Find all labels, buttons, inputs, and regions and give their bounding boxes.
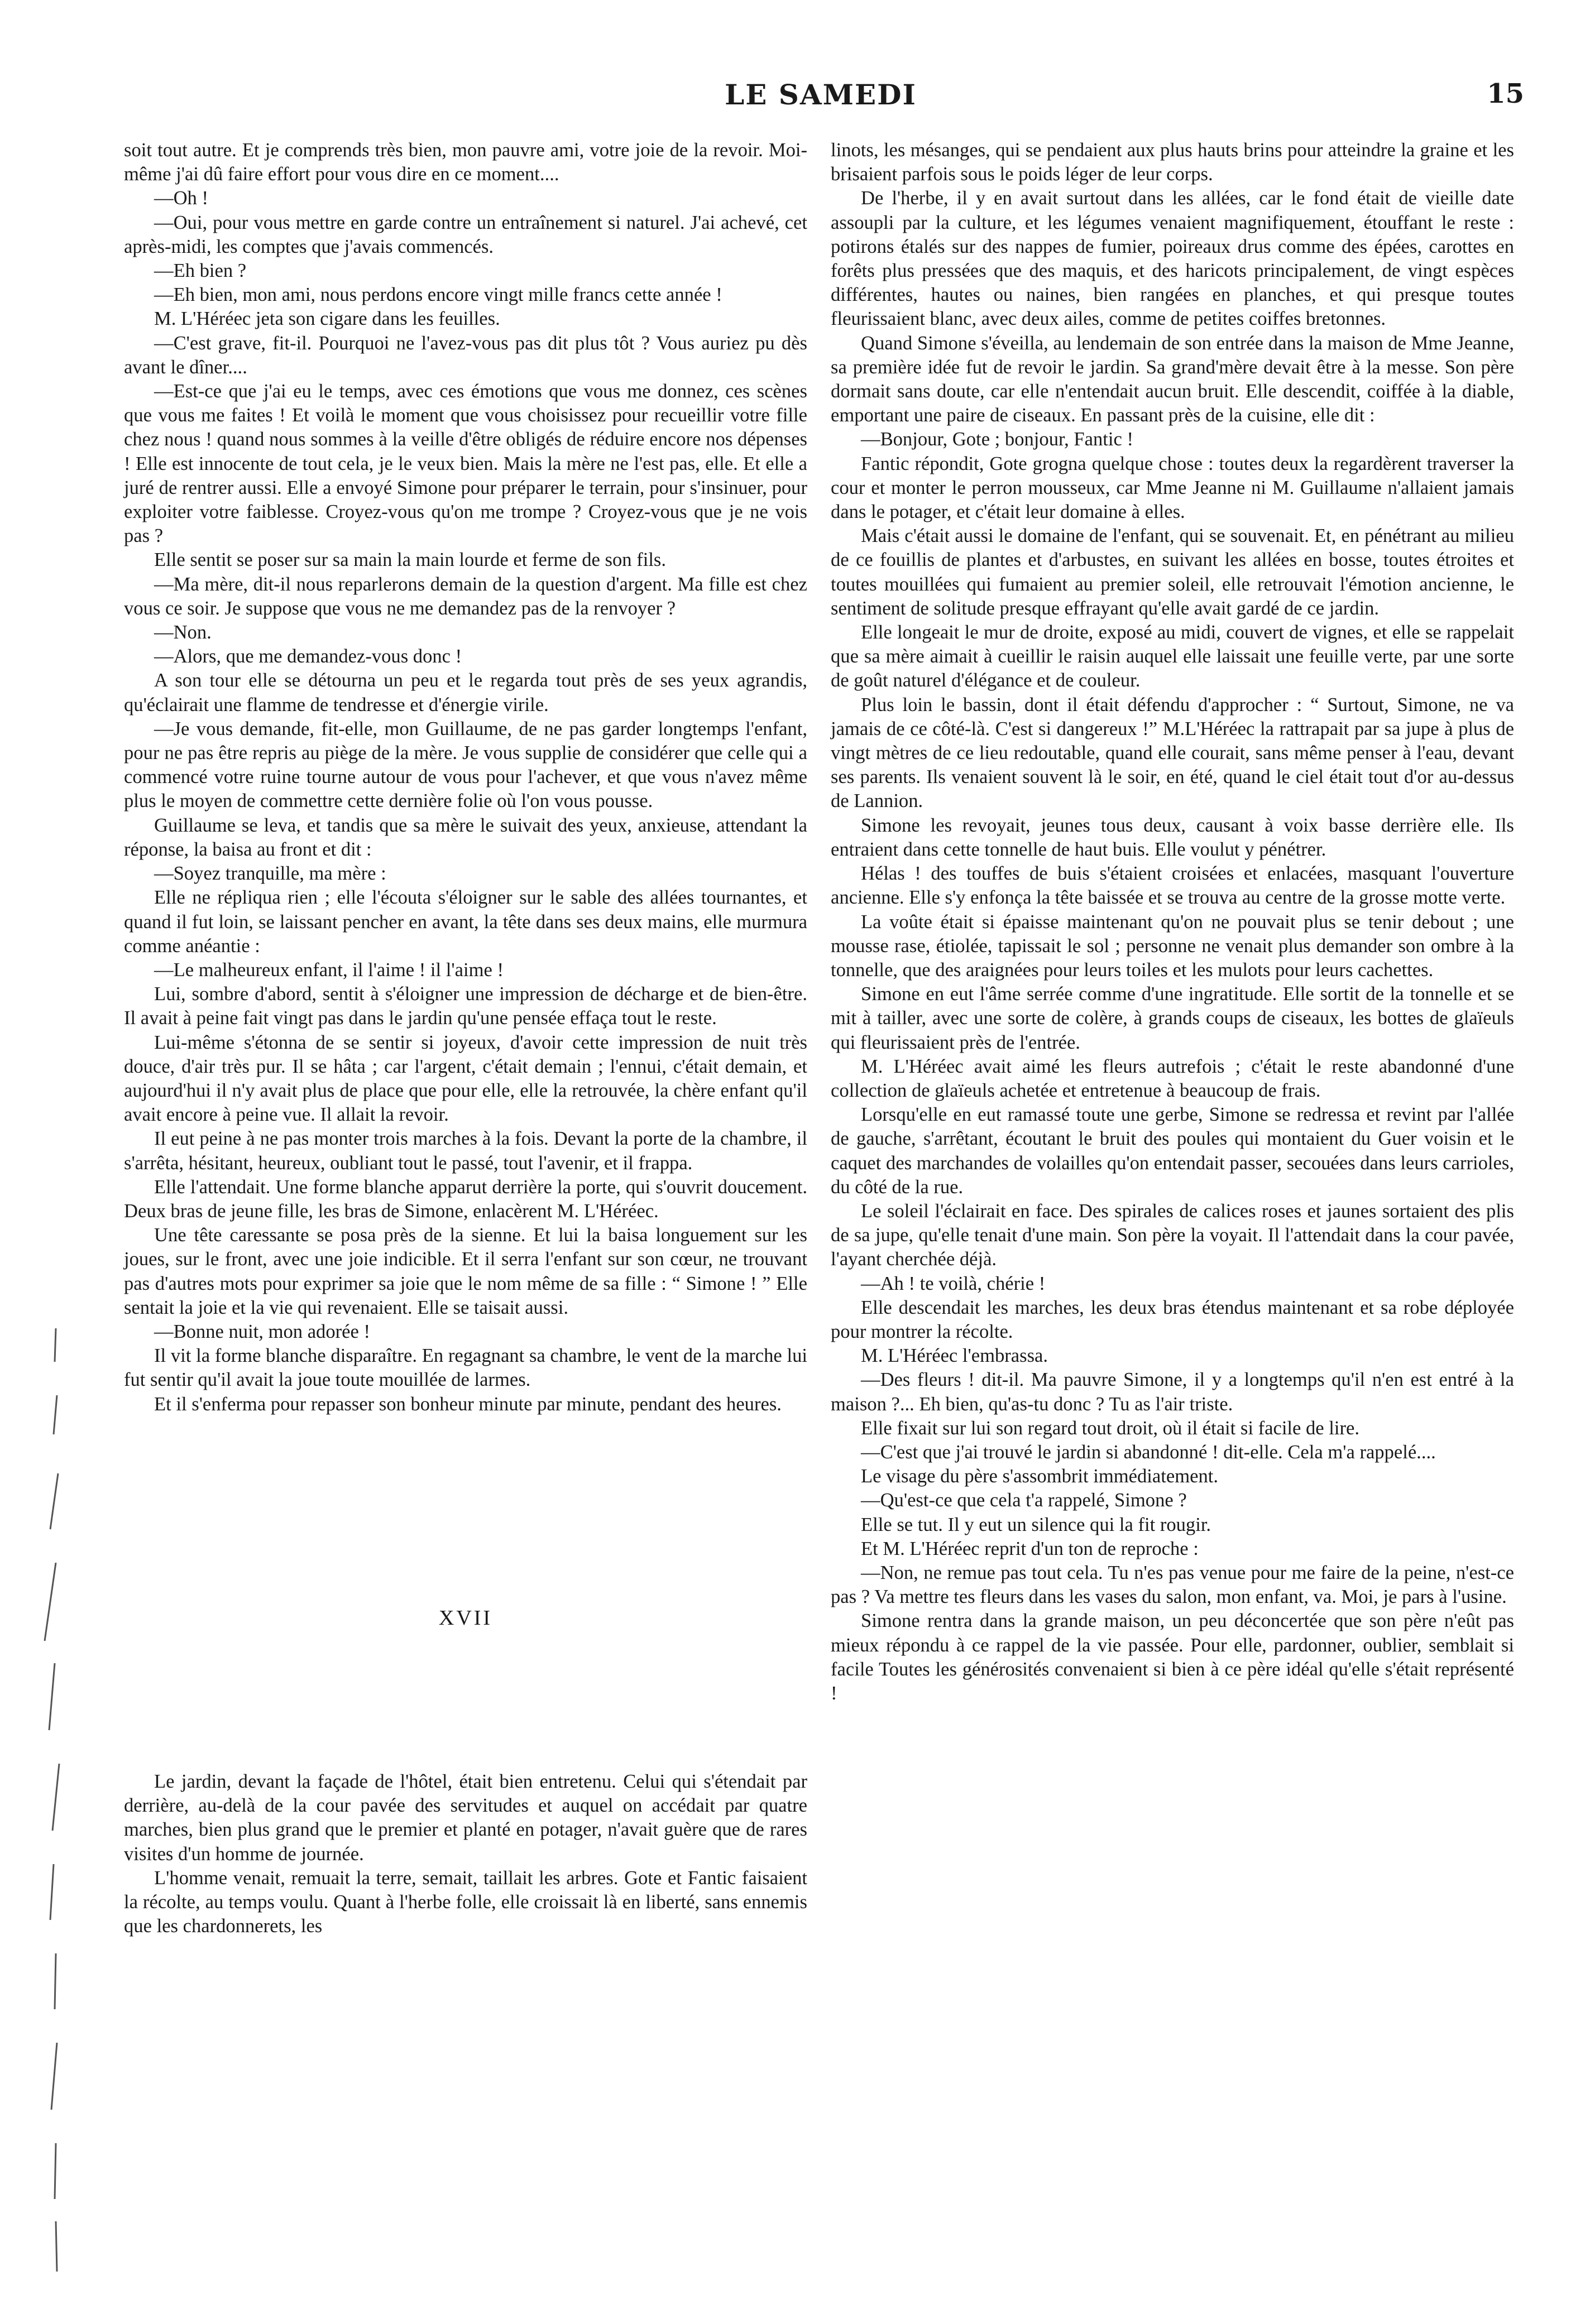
paragraph: Le visage du père s'assombrit immédiatement. bbox=[861, 1466, 1218, 1487]
paragraph: —Soyez tranquille, ma mère : bbox=[154, 863, 386, 885]
paragraph: L'homme venait, remuait la terre, semait, taillait les arbres. Gote et Fantic faisaient la récolte, au temps voulu. Quant à l'herbe folle, elle croissait là en liberté, sans ennemis que les chardonnerets, les bbox=[124, 1867, 807, 1937]
paragraph: Et M. L'Héréec reprit d'un ton de reproche : bbox=[861, 1538, 1199, 1559]
paragraph: Quand Simone s'éveilla, au lendemain de son entrée dans la maison de Mme Jeanne, sa première idée fut de revoir le jardin. Sa grand'mère devait être à la messe. Son père dormait sans doute, car elle n'entendait aucun bruit. Elle descendit, coiffée à la diable, emportant une paire de ciseaux. En passant près de la cuisine, elle dit : bbox=[831, 332, 1514, 426]
paragraph: Elle longeait le mur de droite, exposé au midi, couvert de vignes, et elle se rappelait que sa mère aimait à cueillir le raisin auquel elle laissait une feuille verte, par une sorte de goût naturel d'élégance et de couleur. bbox=[831, 622, 1514, 692]
left-paragraphs-before bbox=[124, 138, 807, 1417]
paragraph: Fantic répondit, Gote grogna quelque chose : toutes deux la regardèrent traverser la cour et monter le perron mousseux, car Mme Jeanne ni M. Guillaume n'allaient jamais dans le potager, et c'était leur domaine à elles. bbox=[831, 453, 1514, 523]
paragraph: Mais c'était aussi le domaine de l'enfant, qui se souvenait. Et, en pénétrant au milieu de ce fouillis de plantes et d'arbustes, en suivant les allées en bosse, toutes étroites et toutes mouillées qui fumaient au premier soleil, elle retrouvait l'émotion ancienne, le sentiment de solitude presque effrayant qu'elle avait gardé de ce jardin. bbox=[831, 525, 1514, 619]
paragraph: De l'herbe, il y en avait surtout dans les allées, car le fond était de vieille date assoupli par la culture, et les légumes venaient magnifiquement, étouffant le reste : potirons étalés sur des nappes de fumier, poireaux drus comme des épées, carottes en forêts plus pressées que des maquis, et des haricots principalement, de vingt espèces différentes, hautes ou naines, bien rangées en planches, et qui presque toutes fleurissaient blanc, avec deux ailes, comme de petites coiffes bretonnes. bbox=[831, 188, 1514, 330]
paragraph: —Ma mère, dit-il nous reparlerons demain de la question d'argent. Ma fille est chez vous ce soir. Je suppose que vous ne me demandez pas de la renvoyer ? bbox=[124, 573, 807, 619]
paragraph: —Je vous demande, fit-elle, mon Guillaume, de ne pas garder longtemps l'enfant, pour ne pas être repris au piège de la mère. Je vous supplie de considérer que celle qui a commencé votre ruine tourne autour de vous pour l'achever, et que vous n'avez même plus le moyen de commettre cette dernière folie où l'on vous pousse. bbox=[124, 718, 807, 812]
paragraph: La voûte était si épaisse maintenant qu'on ne pouvait plus se tenir debout ; une mousse rase, étiolée, tapissait le sol ; personne ne venait plus demander son ombre à la tonnelle, que des araignées pour leurs toiles et les mulots pour leurs cachettes. bbox=[831, 911, 1514, 981]
paragraph: Simone en eut l'âme serrée comme d'une ingratitude. Elle sortit de la tonnelle et se mit à tailler, avec une sorte de colère, à grands coups de ciseaux, les bottes de glaïeuls qui fleurissaient près de l'entrée. bbox=[831, 983, 1514, 1053]
paragraph: Guillaume se leva, et tandis que sa mère le suivait des yeux, anxieuse, attendant la réponse, la baisa au front et dit : bbox=[124, 814, 807, 860]
margin-pencil-marks bbox=[22, 1328, 89, 2277]
paragraph: Simone rentra dans la grande maison, un peu déconcertée que son père n'eût pas mieux répondu à ce rappel de la vie passée. Pour elle, pardonner, oublier, semblait si facile Toutes les générosités convenaient si bien à ce père idéal qu'elle s'était représenté ! bbox=[831, 1610, 1514, 1704]
paragraph: Elle l'attendait. Une forme blanche apparut derrière la porte, qui s'ouvrit doucement. Deux bras de jeune fille, les bras de Simone, enlacèrent M. L'Héréec. bbox=[124, 1176, 807, 1222]
paragraph: —C'est que j'ai trouvé le jardin si abandonné ! dit-elle. Cela m'a rappelé.... bbox=[861, 1441, 1436, 1463]
right-column bbox=[831, 138, 1514, 2014]
paragraph: —Oh ! bbox=[154, 188, 208, 209]
paragraph: —Alors, que me demandez-vous donc ! bbox=[154, 646, 462, 668]
paragraph: Elle ne répliqua rien ; elle l'écouta s'éloigner sur le sable des allées tournantes, et quand il fut loin, se laissant pencher en avant, la tête dans ses deux mains, elle murmura comme anéantie : bbox=[124, 887, 807, 957]
paragraph: M. L'Héréec jeta son cigare dans les feuilles. bbox=[154, 308, 500, 330]
paragraph: Une tête caressante se posa près de la sienne. Et lui la baisa longuement sur les joues, sur le front, avec une joie indicible. Et il serra l'enfant sur son cœur, ne trouvant pas d'autres mots pour exprimer sa joie que le nom même de sa fille : “ Simone ! ” Elle sentait la joie et la vie qui revenaient. Elle se taisait aussi. bbox=[124, 1225, 807, 1318]
left-column bbox=[124, 138, 807, 2293]
paragraph: —Qu'est-ce que cela t'a rappelé, Simone ? bbox=[861, 1490, 1187, 1511]
paragraph: Et il s'enferma pour repasser son bonheur minute par minute, pendant des heures. bbox=[154, 1393, 782, 1415]
page-number: 15 bbox=[1487, 78, 1524, 109]
paragraph: Elle se tut. Il y eut un silence qui la fit rougir. bbox=[861, 1514, 1211, 1535]
left-paragraphs-after bbox=[124, 1770, 807, 1938]
chapter-heading: XVII bbox=[438, 1606, 493, 1630]
paragraph: —Eh bien ? bbox=[154, 260, 247, 282]
paragraph: Lui, sombre d'abord, sentit à s'éloigner une impression de décharge et de bien-être. Il avait à peine fait vingt pas dans le jardin qu'une pensée effaça tout le reste. bbox=[124, 983, 807, 1029]
paragraph: —Non. bbox=[154, 622, 212, 644]
paragraph: Hélas ! des touffes de buis s'étaient croisées et enlacées, masquant l'ouverture ancienne. Elle s'y enfonça la tête baissée et se trouva au centre de la grosse motte verte. bbox=[831, 863, 1514, 909]
paragraph: Elle descendait les marches, les deux bras étendus maintenant et sa robe déployée pour montrer la récolte. bbox=[831, 1297, 1514, 1342]
paragraph: Le soleil l'éclairait en face. Des spirales de calices roses et jaunes sortaient des plis de sa jupe, qu'elle tenait d'une main. Son père la voyait. Il l'attendait dans la cour pavée, l'ayant cherchée déjà. bbox=[831, 1200, 1514, 1270]
paragraph: —Le malheureux enfant, il l'aime ! il l'aime ! bbox=[154, 959, 504, 981]
paragraph: Plus loin le bassin, dont il était défendu d'approcher : “ Surtout, Simone, ne va jamais de ce côté-là. C'est si dangereux !” M.L'Héréec la rattrapait par sa jupe à plus de vingt mètres de ce lieu redoutable, quand elle courait, sans même penser à l'eau, devant ses parents. Ils venaient souvent là le soir, en été, quand le ciel était tout d'or au-dessus de Lannion. bbox=[831, 694, 1514, 812]
paragraph: Il vit la forme blanche disparaître. En regagnant sa chambre, le vent de la marche lui fut sentir qu'il avait la joue toute mouillée de larmes. bbox=[124, 1345, 807, 1391]
paragraph: Elle fixait sur lui son regard tout droit, où il était si facile de lire. bbox=[861, 1417, 1360, 1439]
paragraph: Simone les revoyait, jeunes tous deux, causant à voix basse derrière elle. Ils entraient dans cette tonnelle de haut buis. Elle voulut y pénétrer. bbox=[831, 814, 1514, 860]
page-header bbox=[117, 78, 1524, 128]
paragraph: —Des fleurs ! dit-il. Ma pauvre Simone, il y a longtemps qu'il n'en est entré à la maison ?... Eh bien, qu'as-tu donc ? Tu as l'air triste. bbox=[831, 1369, 1514, 1415]
paragraph: —Oui, pour vous mettre en garde contre un entraînement si naturel. J'ai achevé, cet après-midi, les comptes que j'avais commencés. bbox=[124, 212, 807, 257]
paragraph: —C'est grave, fit-il. Pourquoi ne l'avez-vous pas dit plus tôt ? Vous auriez pu dès avant le dîner.... bbox=[124, 332, 807, 378]
paragraph: Lorsqu'elle en eut ramassé toute une gerbe, Simone se redressa et revint par l'allée de gauche, s'arrêtant, écoutant le bruit des poules qui montaient du Guer voisin et le caquet des marchandes de volailles qu'on entendait passer, secouées dans leurs carrioles, du côté de la rue. bbox=[831, 1104, 1514, 1198]
paragraph: —Bonjour, Gote ; bonjour, Fantic ! bbox=[861, 429, 1133, 450]
paragraph: —Est-ce que j'ai eu le temps, avec ces émotions que vous me donnez, ces scènes que vous me faites ! Et voilà le moment que vous choisissez pour recueillir votre fille chez nous ! quand nous sommes à la veille d'être obligés de réduire encore nos dépenses ! Elle est innocente de tout cela, je le veux bien. Mais la mère ne l'est pas, elle. Et elle a juré de rentrer aussi. Elle a envoyé Simone pour préparer le terrain, pour s'insinuer, pour exploiter votre faiblesse. Croyez-vous qu'on me trompe ? Croyez-vous que je ne vois pas ? bbox=[124, 381, 807, 547]
paragraph: Lui-même s'étonna de se sentir si joyeux, d'avoir cette impression de nuit très douce, d'air très pur. Il se hâta ; car l'argent, c'était demain ; l'ennui, c'était demain, et aujourd'hui il n'y avait plus de place que pour elle, elle la retrouvée, la chère enfant qu'il avait encore à peine vue. Il allait la revoir. bbox=[124, 1031, 807, 1126]
paragraph: M. L'Héréec avait aimé les fleurs autrefois ; c'était le reste abandonné d'une collection de glaïeuls achetée et entretenue à beaucoup de frais. bbox=[831, 1055, 1514, 1101]
paragraph: A son tour elle se détourna un peu et le regarda tout près de ses yeux agrandis, qu'éclairait une flamme de tendresse et d'énergie virile. bbox=[124, 670, 807, 716]
paragraph: soit tout autre. Et je comprends très bien, mon pauvre ami, votre joie de la revoir. Moi-même j'ai dû faire effort pour vous dire en ce moment.... bbox=[124, 140, 807, 185]
paragraph: linots, les mésanges, qui se pendaient aux plus hauts brins pour atteindre la graine et les brisaient parfois sous le poids léger de leur corps. bbox=[831, 140, 1514, 185]
paragraph: M. L'Héréec l'embrassa. bbox=[861, 1345, 1048, 1367]
paragraph: —Eh bien, mon ami, nous perdons encore vingt mille francs cette année ! bbox=[154, 284, 722, 306]
paragraph: —Non, ne remue pas tout cela. Tu n'es pas venue pour me faire de la peine, n'est-ce pas ? Va mettre tes fleurs dans les vases du salon, mon enfant, va. Moi, je pars à l'usine. bbox=[831, 1562, 1514, 1608]
paragraph: Le jardin, devant la façade de l'hôtel, était bien entretenu. Celui qui s'étendait par derrière, au-delà de la cour pavée des servitudes et auquel on accédait par quatre marches, bien plus grand que le premier et planté en potager, n'avait guère que de rares visites d'un homme de journée. bbox=[124, 1770, 807, 1865]
paragraph: Il eut peine à ne pas monter trois marches à la fois. Devant la porte de la chambre, il s'arrêta, hésitant, heureux, oubliant tout le passé, tout l'avenir, et il frappa. bbox=[124, 1128, 807, 1174]
paragraph: Elle sentit se poser sur sa main la main lourde et ferme de son fils. bbox=[154, 549, 667, 571]
paragraph: —Ah ! te voilà, chérie ! bbox=[861, 1273, 1046, 1294]
paragraph: —Bonne nuit, mon adorée ! bbox=[154, 1321, 370, 1342]
publication-title: LE SAMEDI bbox=[725, 78, 917, 111]
